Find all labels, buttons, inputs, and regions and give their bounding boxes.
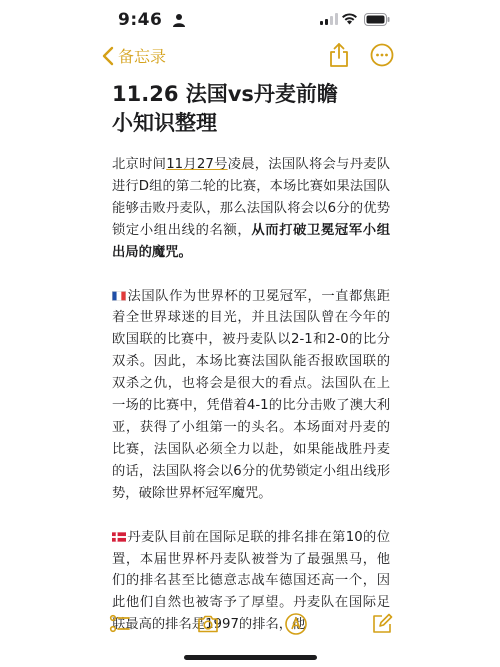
back-label: 备忘录 [118, 47, 167, 66]
wifi-icon [341, 12, 358, 25]
denmark-flag-icon [112, 532, 126, 542]
france-flag-icon [112, 291, 126, 301]
person-icon [172, 13, 186, 27]
more-icon[interactable] [370, 43, 394, 67]
denmark-text: 丹麦队目前在国际足联的排名排在第10的位置，本届世界杯丹麦队被誉为了最强黑马，他们的排名甚至比德意志战车德国还高一个，因此他们自然也被寄予了厚望。丹麦队在国际足联最高的排名是1997的排名，他 [112, 529, 390, 633]
bottom-toolbar [0, 606, 500, 642]
signal-icon [320, 13, 338, 25]
share-icon[interactable] [328, 42, 350, 68]
note-title[interactable] [112, 80, 392, 138]
back-button[interactable] [102, 44, 166, 67]
camera-icon[interactable] [196, 612, 220, 636]
compose-icon[interactable] [370, 612, 394, 636]
france-text: 法国队作为世界杯的卫冕冠军，一直都焦距着全世界球迷的目光，并且法国队曾在今年的欧国联的比赛中，被丹麦队以2-1和2-0的比分双杀。因此，本场比赛法国队能否报欧国联的双杀之仇，也将会是很大的看点。法国队在上一场的比赛中，凭借着4-1的比分击败了澳大利亚，获得了小组第一的头名。本场面对丹麦的比赛，法国队必须全力以赴，如果能战胜丹麦的话，法国队将会以6分的优势锁定小组出线形势，破除世界杯冠军魔咒。 [112, 288, 390, 501]
paragraph-intro [112, 154, 390, 264]
paragraph-france [112, 286, 390, 505]
chevron-left-icon [102, 46, 114, 66]
note-title-line-2: 小知识整理 [112, 111, 217, 135]
date-link[interactable]: 11月27号 [166, 157, 228, 172]
nav-bar [0, 40, 500, 76]
note-body[interactable] [112, 154, 390, 658]
checklist-icon[interactable] [108, 612, 132, 636]
status-bar [0, 0, 500, 40]
markup-icon[interactable] [284, 612, 308, 636]
note-title-line-1: 11.26 法国vs丹麦前瞻 [112, 82, 338, 106]
intro-bold: 从而打破卫冕冠军小组出局的魔咒。 [112, 222, 391, 260]
status-time: 9:46 [118, 10, 163, 30]
home-indicator[interactable] [184, 655, 317, 660]
intro-text-a: 北京时间 [112, 157, 167, 172]
battery-icon [364, 13, 390, 26]
intro-text-b: 凌晨，法国队将会与丹麦队进行D组的第二轮的比赛，本场比赛如果法国队能够击败丹麦队，那么法国队将会以6分的优势锁定小组出线的名额， [112, 157, 391, 238]
